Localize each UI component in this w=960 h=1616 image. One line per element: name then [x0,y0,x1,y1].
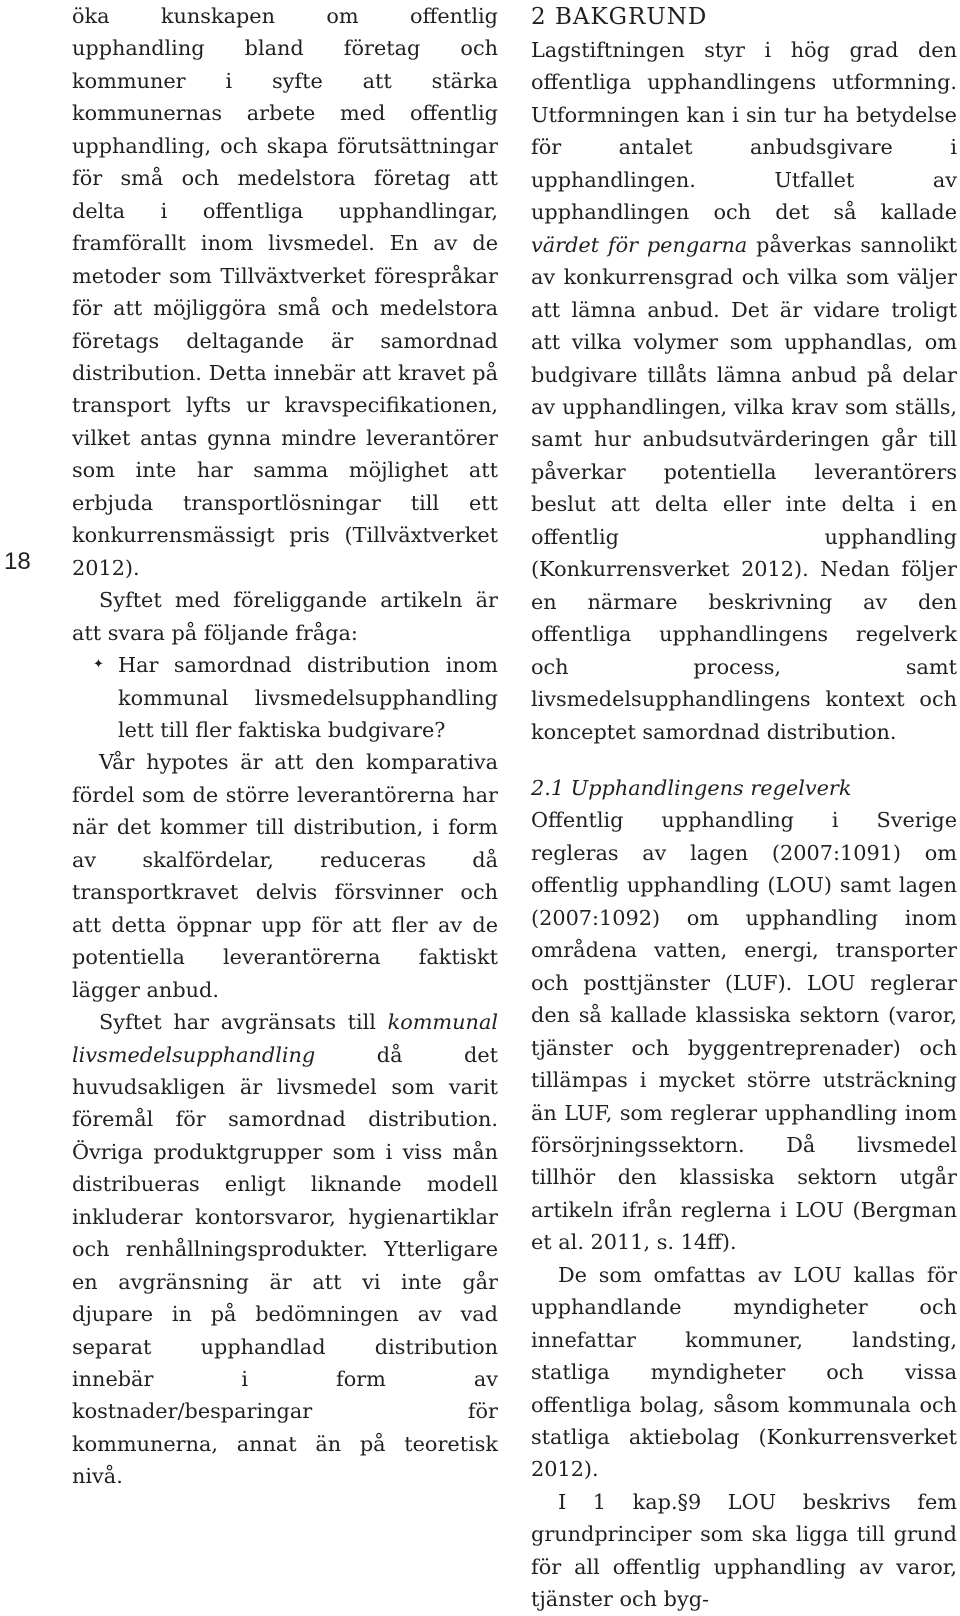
rp1-text-before: Lagstiftningen styr i hög grad den offentliga upphandlingens utformning. Utformningen kan i sin tur ha betydelse för antalet anbudsgivare i upphandlingen. Utfallet av upphandlingen och det så kallade [531,38,957,225]
subsection-heading: 2.1 Upphandlingens regelverk [531,775,852,800]
left-paragraph-2: Syftet med föreliggande artikeln är att svara på följande fråga: [72,588,498,645]
right-paragraph-4: I 1 kap.§9 LOU beskrivs fem grundprinciper som ska ligga till grund för all offentlig upphandling av varor, tjänster och byg- [531,1489,957,1612]
rp1-italic-term: värdet för pengarna [531,232,748,257]
rp1-text-after: påverkas sannolikt av konkurrensgrad och vilka som väljer att lämna anbud. Det är vidare troligt att vilka volymer som upphandlas, om budgivare tillåts lämna anbud på delar av upphandlingen, vilka krav som ställs, samt hur anbudsutvärderingen går till påverkar potentiella leverantörers beslut att delta eller inte delta i en offentlig upphandling (Konkurrensverket 2012). Nedan följer en närmare beskrivning av den offentliga upphandlingens regelverk och process, samt livsmedelsupphandlingens kontext och konceptet samordnad distribution. [531,232,957,744]
page-number: 18 [4,548,31,575]
list-item [93,649,498,746]
section-heading: 2 BAKGRUND [531,4,708,30]
right-paragraph-3: De som omfattas av LOU kallas för upphandlande myndigheter och innefattar kommuner, landsting, statliga myndigheter och vissa offentliga bolag, såsom kommunala och statliga aktiebolag (Konkurrensverket 2012). [531,1262,957,1482]
p4-text-after: då det huvudsakligen är livsmedel som varit föremål för samordnad distribution. Övriga produktgrupper som i viss mån distribueras enligt liknande modell inkluderar kontorsvaror, hygienartiklar och renhållningsprodukter. Ytterligare en avgränsning är att vi inte går djupare in på bedömningen av vad separat upphandlad distribution innebär i form av kostnader/besparingar för kommunerna, annat än på teoretisk nivå. [72,1042,498,1489]
p4-text-before: Syftet har avgränsats till [99,1010,388,1035]
p4-italic-term: kommunal livsmedelsupphandling [72,1010,498,1067]
research-question: Har samordnad distribution inom kommunal livsmedelsupphandling lett till fler faktiska budgivare? [118,653,498,742]
left-column [72,0,498,1493]
left-paragraph-1: öka kunskapen om offentlig upphandling bland företag och kommuner i syfte att stärka kommunernas arbete med offentlig upphandling, och skapa förutsättningar för små och medelstora företag att delta i offentliga upphandlingar, framförallt inom livsmedel. En av de metoder som Tillväxtverket förespråkar för att möjliggöra små och medelstora företags deltagande är samordnad distribution. Detta innebär att kravet på transport lyfts ur kravspecifikationen, vilket antas gynna mindre leverantörer som inte har samma möjlighet att erbjuda transportlösningar till ett konkurrensmässigt pris (Tillväxtverket 2012). [72,4,498,580]
question-list [72,649,498,746]
right-column [531,0,957,1616]
right-paragraph-2: Offentlig upphandling i Sverige regleras av lagen (2007:1091) om offentlig upphandling (LOU) samt lagen (2007:1092) om upphandling inom områdena vatten, energi, transporter och posttjänster (LUF). LOU reglerar den så kallade klassiska sektorn (varor, tjänster och byggentreprenader) och tillämpas i mycket större utsträckning än LUF, som reglerar upphandling inom försörjningssektorn. Då livsmedel tillhör den klassiska sektorn utgår artikeln ifrån reglerna i LOU (Bergman et al. 2011, s. 14ff). [531,808,957,1255]
left-paragraph-3: Vår hypotes är att den komparativa fördel som de större leverantörerna har när det kommer till distribution, i form av skalfördelar, reduceras då transportkravet delvis försvinner och att detta öppnar upp för att fler av de potentiella leverantörerna faktiskt lägger anbud. [72,750,498,1002]
left-paragraph-4 [72,1006,498,1493]
diamond-bullet-icon: ✦ [93,657,104,673]
right-paragraph-1 [531,34,957,748]
